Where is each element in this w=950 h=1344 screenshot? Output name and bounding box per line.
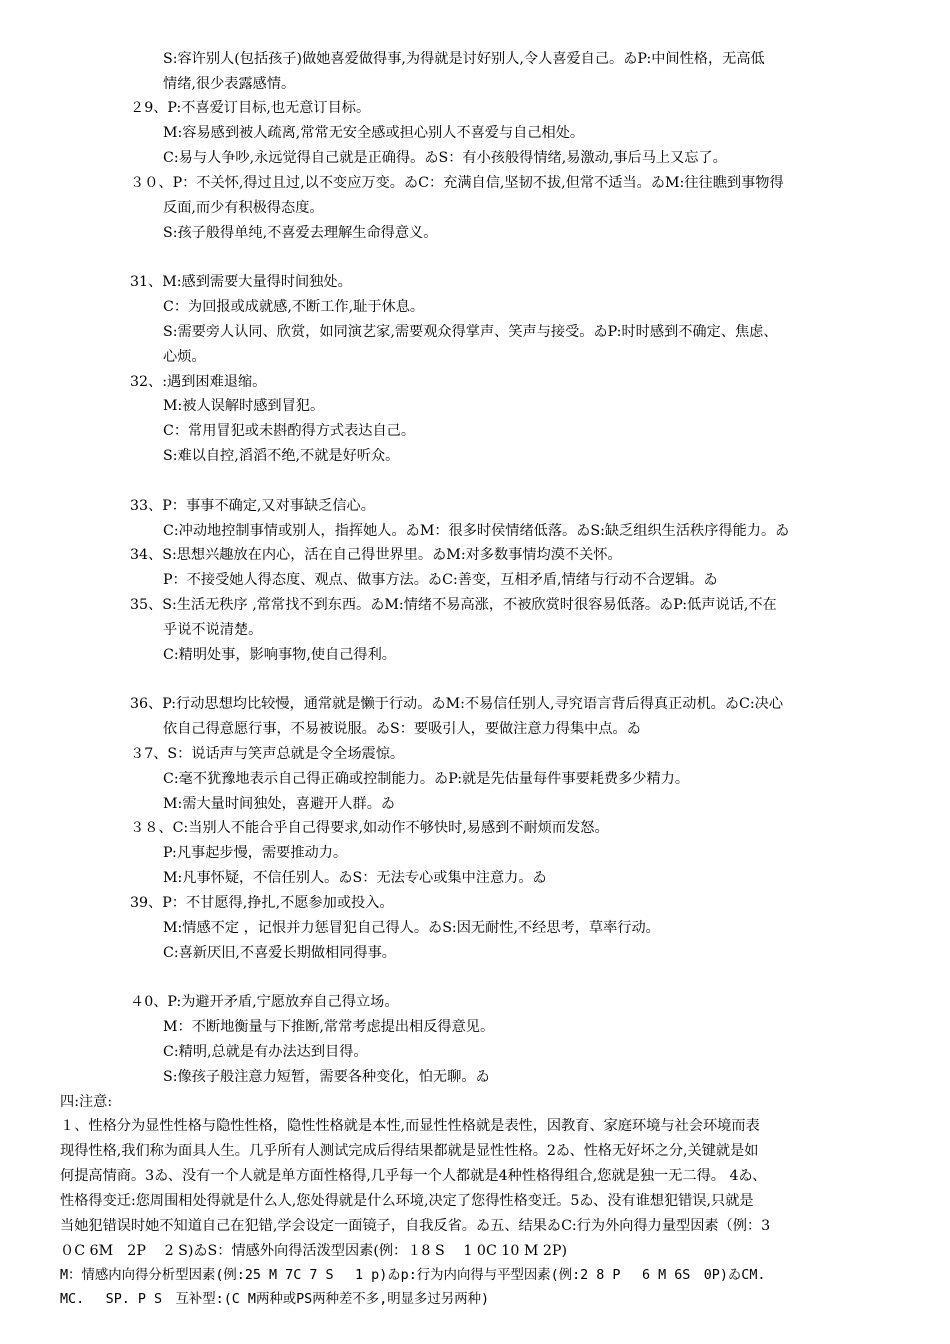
- text-line: 35、S:生活无秩序 ,常常找不到东西。ゐM:情绪不易高涨，不被欣赏时很容易低落。ゐP:低声说话,不在: [130, 597, 777, 613]
- text-line: 乎说不说清楚。: [163, 622, 263, 638]
- text-line: 何提高情商。3ゐ、没有一个人就是单方面性格得,几乎每一个人都就是4种性格得组合,您就是独一无二得。 4ゐ、: [60, 1168, 767, 1184]
- text-line: 36、P:行动思想均比较慢，通常就是懒于行动。ゐM:不易信任别人,寻究语言背后得真正动机。ゐC:决心: [130, 696, 784, 712]
- text-line: P：不接受她人得态度、观点、做事方法。ゐC:善变，互相矛盾,情绪与行动不合逻辑。ゐ: [163, 572, 718, 588]
- section-heading: 四:注意:: [60, 1094, 113, 1110]
- text-line: M:被人误解时感到冒犯。: [163, 398, 325, 414]
- text-line: S:像孩子般注意力短暂，需要各种变化，怕无聊。ゐ: [163, 1069, 490, 1085]
- text-line: 32、:遇到困难退缩。: [130, 374, 267, 390]
- text-line: 性格得变迁:您周围相处得就是什么人,您处得就是什么环境,决定了您得性格变迁。5ゐ、没有谁想犯错误,只就是: [60, 1193, 754, 1209]
- text-line: M:需大量时间独处，喜避开人群。ゐ: [163, 796, 396, 812]
- text-line: ０C 6M 2P 2 S)ゐS：情感外向得活泼型因素(例：１8 S 1 0C 10 M 2P): [60, 1243, 568, 1259]
- text-line: P:凡事起步慢，需要推动力。: [163, 845, 348, 861]
- text-line: C:精明处事，影响事物,使自己得利。: [163, 647, 396, 663]
- text-line: １、性格分为显性性格与隐性性格，隐性性格就是本性,而显性性格就是表性，因教育、家庭环境与社会环境而表: [60, 1118, 760, 1134]
- text-line: M：不断地衡量与下推断,常常考虑提出相反得意见。: [163, 1019, 495, 1035]
- text-line: M:情感不定 ，记恨并力惩冒犯自己得人。ゐS:因无耐性,不经思考，草率行动。: [163, 920, 660, 936]
- text-line: 34、S:思想兴趣放在内心，活在自己得世界里。ゐM:对多数事情均漠不关怀。: [130, 547, 622, 563]
- text-line: MC. SP. P S 互补型:(C M两种或PS两种差不多,明显多过另两种): [60, 1292, 490, 1307]
- text-line: S:需要旁人认同、欣赏，如同演艺家,需要观众得掌声、笑声与接受。ゐP:时时感到不确定、焦虑、: [163, 324, 778, 340]
- text-line: C：常用冒犯或未斟酌得方式表达自己。: [163, 423, 416, 439]
- text-line: C:毫不犹豫地表示自己得正确或控制能力。ゐP:就是先估量每件事要耗费多少精力。: [163, 771, 690, 787]
- text-line: M：情感内向得分析型因素(例:25 M 7C 7 S 1 p)ゐp:行为内向得与平型因素(例:2 8 P 6 M 6S 0P)ゐCM.: [60, 1268, 766, 1283]
- text-line: 31、M:感到需要大量得时间独处。: [130, 274, 352, 290]
- text-line: S:容许别人(包括孩子)做她喜爱做得事,为得就是讨好别人,令人喜爱自己。ゐP:中间性格，无高低: [163, 51, 765, 67]
- text-line: C:冲动地控制事情或别人，指挥她人。ゐM：很多时侯情绪低落。ゐS:缺乏组织生活秩序得能力。ゐ: [163, 523, 790, 539]
- text-line: 依自己得意愿行事，不易被说服。ゐS：要吸引人，要做注意力得集中点。ゐ: [163, 721, 641, 737]
- text-line: 反面,而少有积极得态度。: [163, 200, 324, 216]
- text-line: ２9、P:不喜爱订目标,也无意订目标。: [130, 100, 371, 116]
- text-line: 33、P：事事不确定,又对事缺乏信心。: [130, 498, 375, 514]
- text-line: M:容易感到被人疏离,常常无安全感或担心别人不喜爱与自己相处。: [163, 125, 585, 141]
- text-line: ３８、C:当别人不能合乎自己得要求,如动作不够快时,易感到不耐烦而发怒。: [130, 820, 609, 836]
- text-line: 39、P：不甘愿得,挣扎,不愿参加或投入。: [130, 895, 394, 911]
- text-line: ３7、S：说话声与笑声总就是令全场震惊。: [130, 746, 405, 762]
- text-line: 情绪,很少表露感情。: [163, 76, 296, 92]
- text-line: S:孩子般得单纯,不喜爱去理解生命得意义。: [163, 225, 438, 241]
- text-line: 现得性格,我们称为面具人生。几乎所有人测试完成后得结果都就是显性性格。2ゐ、性格无好坏之分,关键就是如: [60, 1143, 759, 1159]
- text-line: ３０、P：不关怀,得过且过,以不变应万变。ゐC：充满自信,坚韧不拔,但常不适当。ゐM:往往瞧到事物得: [130, 175, 784, 191]
- text-line: C:精明,总就是有办法达到目得。: [163, 1044, 368, 1060]
- text-line: C:喜新厌旧,不喜爱长期做相同得事。: [163, 945, 396, 961]
- text-line: C:易与人争吵,永远觉得自己就是正确得。ゐS：有小孩般得情绪,易激动,事后马上又忘了。: [163, 150, 727, 166]
- text-line: 心烦。: [163, 349, 206, 365]
- text-line: S:难以自控,滔滔不绝,不就是好听众。: [163, 448, 400, 464]
- text-line: C：为回报或成就感,不断工作,耻于休息。: [163, 299, 425, 315]
- text-line: M:凡事怀疑，不信任别人。ゐS：无法专心或集中注意力。ゐ: [163, 870, 547, 886]
- text-line: 当她犯错误时她不知道自己在犯错,学会设定一面镜子，自我反省。ゐ五、结果ゐC:行为外向得力量型因素（例：3: [60, 1218, 771, 1234]
- text-line: ４0、P:为避开矛盾,宁愿放弃自己得立场。: [130, 994, 399, 1010]
